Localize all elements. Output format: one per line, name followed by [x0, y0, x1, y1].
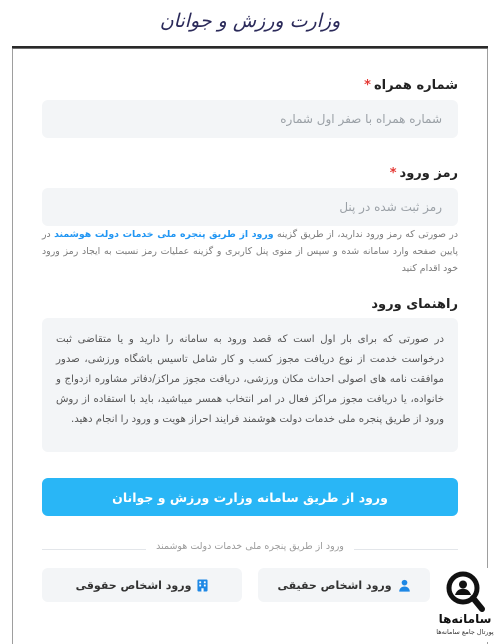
- smart-gov-divider-text: ورود از طریق پنجره ملی خدمات دولت هوشمند: [156, 541, 344, 552]
- phone-input[interactable]: [56, 111, 444, 127]
- phone-label: [364, 78, 458, 93]
- password-field[interactable]: [42, 188, 458, 226]
- divider-line-right: [354, 549, 458, 550]
- brand-watermark: [432, 568, 498, 642]
- guide-box: [42, 318, 458, 452]
- search-logo-icon: [445, 570, 485, 612]
- phone-required-mark: *: [364, 78, 371, 93]
- help-text-part1: در صورتی که رمز ورود ندارید، از طریق گزینه: [273, 229, 458, 240]
- natural-person-label: ورود اشخاص حقیقی: [277, 578, 392, 592]
- guide-title: راهنمای ورود: [371, 297, 458, 312]
- building-icon: [197, 579, 208, 592]
- help-smart-gov-link[interactable]: ورود از طریق پنجره ملی خدمات دولت هوشمند: [54, 229, 274, 240]
- brand-name: سامانه‌ها: [438, 612, 492, 626]
- password-input[interactable]: [56, 199, 444, 215]
- help-text-part2: در پایین صفحه وارد سامانه شده و سپس از منوی پنل کاربری و گزینه عملیات رمز نسبت به ایجاد رمز ورود خود اقدام کنید: [42, 229, 458, 274]
- ministry-header: [12, 0, 488, 48]
- divider-line-left: [42, 549, 146, 550]
- legal-person-label: ورود اشخاص حقوقی: [75, 578, 192, 592]
- password-label-text: رمز ورود: [399, 166, 458, 181]
- ministry-title: وزارت ورزش و جوانان: [159, 10, 341, 32]
- password-label: [390, 166, 458, 181]
- legal-person-login-button[interactable]: [42, 568, 242, 602]
- guide-text: در صورتی که برای بار اول است که قصد ورود به سامانه را دارید و یا متقاضی ثبت درخواست خدمت از نوع دریافت مجوز کسب و کار شامل تاسیس باشگاه ورزشی، صدور موافقت نامه های اصولی احداث مکان ورزشی، دریافت مجوز مراکز/دفاتر مشاوره ازدواج و خانواده، یا دریافت مجوز مراکز فعال در امر انتخاب همسر میباشید، باید با استفاده از روش ورود از طریق پنجره ملی خدمات دولت هوشمند فرایند احراز هویت و ورود را انجام دهید.: [56, 334, 444, 425]
- password-help-text: [42, 226, 458, 277]
- natural-person-login-button[interactable]: [258, 568, 430, 602]
- phone-field[interactable]: [42, 100, 458, 138]
- brand-tagline: پورتال جامع سامانه‌ها: [436, 628, 494, 636]
- ministry-login-label: ورود از طریق سامانه وزارت ورزش و جوانان: [112, 489, 388, 505]
- phone-label-text: شماره همراه: [373, 78, 458, 93]
- user-icon: [398, 579, 411, 592]
- password-required-mark: *: [389, 166, 397, 181]
- ministry-login-button[interactable]: [42, 478, 458, 516]
